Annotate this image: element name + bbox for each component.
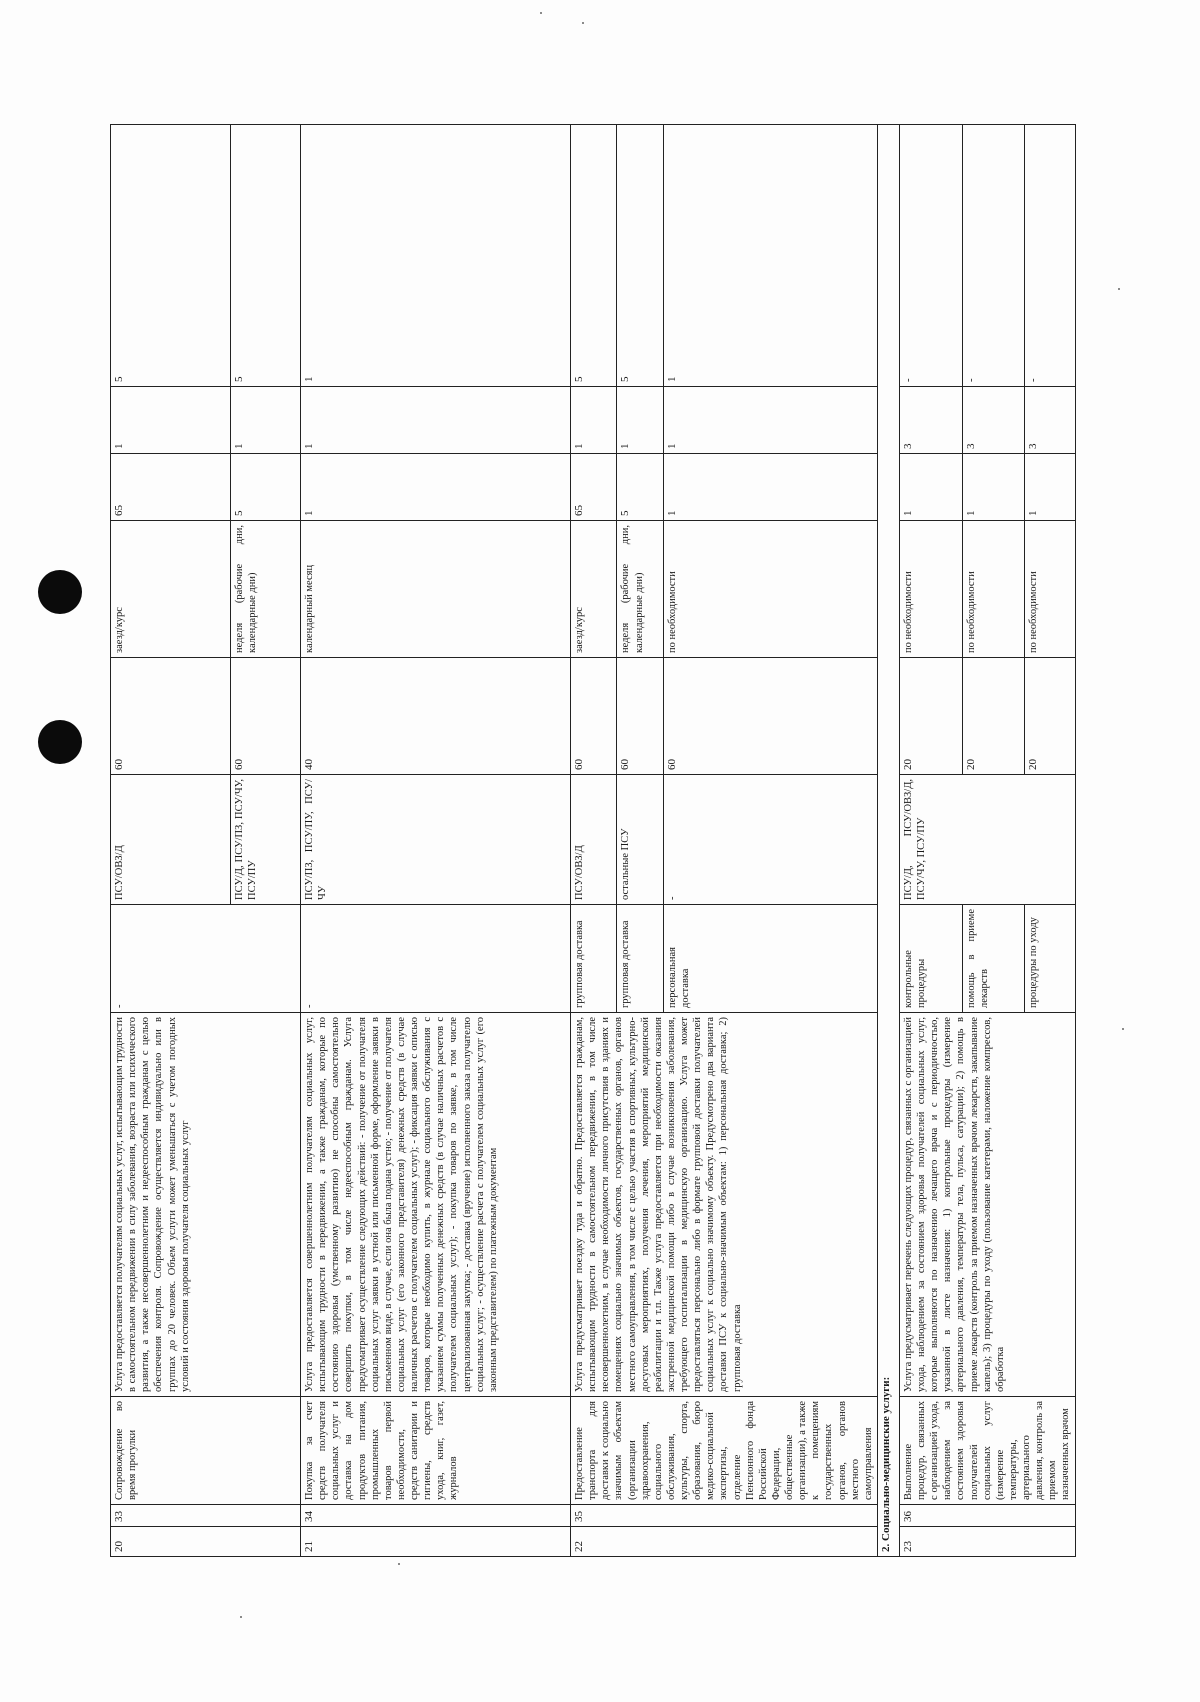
service-form: - (301, 905, 571, 1013)
count: 1 (663, 387, 877, 454)
volume: 1 (962, 454, 1025, 521)
scan-speck (240, 1616, 242, 1618)
duration: 20 (1025, 658, 1075, 775)
service-code: 34 (301, 1505, 571, 1527)
period: заезд/курс (571, 521, 617, 658)
service-name: Предоставление транспорта для доставки к социально значимым объектам (организации здравоохранения, социального обслуживания, культуры, спорта, образования, бюро медико-социальной экспертизы, отделение Пенсионного фонда Российской Федерации, общественные организации), а также к помещениям государственных органов, органов местного самоуправления (571, 1397, 878, 1505)
count: 1 (571, 387, 617, 454)
service-code: 36 (899, 1505, 1075, 1527)
scan-speck (540, 12, 542, 14)
recipient-category: остальные ПСУ (617, 775, 663, 905)
recipient-category: ПСУ/ОВЗ/Д (571, 775, 617, 905)
table-row (111, 125, 231, 1557)
recipient-category: ПСУ/Д, ПСУ/ПЗ, ПСУ/ЧУ, ПСУ/ПУ (231, 775, 301, 905)
recipient-category: ПСУ/ПЗ, ПСУ/ПУ, ПСУ/ЧУ (301, 775, 571, 905)
period: по необходимости (1025, 521, 1075, 658)
count: 1 (301, 387, 571, 454)
scan-speck (1122, 1028, 1124, 1030)
service-description: Услуга предусматривает поездку туда и обратно. Предоставляется гражданам, испытывающим трудности в самостоятельном передвижении, в том числе несовершеннолетним, в случае необходимости личного присутствия в зданиях и помещениях социально значимых объектов, государственных органов, органов местного самоуправления, в том числе с целью участия в спортивных, культурно-досуговых мероприятиях, получения лечения, мероприятий медицинской реабилитации и т.п. Также услуга предоставляется при необходимости оказания экстренной медицинской помощи либо в случае возникновения заболевания, требующего госпитализации в медицинскую организацию. Услуга может предоставляться персонально либо в формате групповой доставки получателей социальных услуг к социально значимому объекту. Предусмотрено два варианта доставки ПСУ к социально-значимым объектам: 1) персональная доставка; 2) групповая доставка (571, 1013, 878, 1397)
volume: 65 (571, 454, 617, 521)
duration: 60 (617, 658, 663, 775)
duration: 60 (111, 658, 231, 775)
services-table-rotated (110, 125, 1072, 1557)
volume: 5 (231, 454, 301, 521)
service-form: помощь в приеме лекарств (962, 905, 1025, 1013)
volume: 65 (111, 454, 231, 521)
section-row (877, 125, 899, 1557)
service-form: - (111, 905, 301, 1013)
service-form: контрольные процедуры (899, 905, 962, 1013)
service-form: групповая доставка (617, 905, 663, 1013)
scan-speck (398, 1563, 400, 1565)
recipient-category: ПСУ/ОВЗ/Д (111, 775, 231, 905)
period: неделя (рабочие дни, календарные дни) (231, 521, 301, 658)
service-form: групповая доставка (571, 905, 617, 1013)
table-row (301, 125, 571, 1557)
count: 1 (231, 387, 301, 454)
service-code: 35 (571, 1505, 878, 1527)
rate: 5 (111, 125, 231, 387)
row-number: 23 (899, 1527, 1075, 1557)
service-name: Выполнение процедур, связанных с организацией ухода, наблюдением за состоянием здоровья получателей социальных услуг (измерение температуры, артериального давления, контроль за приемом назначенных врачом (899, 1397, 1075, 1505)
scan-speck (582, 22, 584, 24)
services-table (110, 124, 1076, 1557)
rate: - (1025, 125, 1075, 387)
service-name: Сопровождение во время прогулки (111, 1397, 301, 1505)
row-number: 22 (571, 1527, 878, 1557)
table-row (571, 125, 617, 1557)
period: по необходимости (962, 521, 1025, 658)
duration: 20 (899, 658, 962, 775)
scan-speck (1118, 288, 1120, 290)
row-number: 20 (111, 1527, 301, 1557)
rate: 5 (571, 125, 617, 387)
rate: 1 (301, 125, 571, 387)
volume: 1 (301, 454, 571, 521)
service-name: Покупка за счет средств получателя социальных услуг и доставка на дом продуктов питания, промышленных товаров первой необходимости, средств санитарии и гигиены, средств ухода, книг, газет, журналов (301, 1397, 571, 1505)
service-form: процедуры по уходу (1025, 905, 1075, 1013)
duration: 60 (663, 658, 877, 775)
service-description: Услуга предоставляется получателям социальных услуг, испытывающим трудности в самостоятельном передвижении в силу заболевания, возраста или психического развития, а также несовершеннолетним и недееспособным гражданам с целью обеспечения контроля. Сопровождение осуществляется индивидуально или в группах до 20 человек. Объем услуги может уменьшаться с учетом погодных условий и состояния здоровья получателя социальных услуг (111, 1013, 301, 1397)
table-row (899, 125, 962, 1557)
rate: 1 (663, 125, 877, 387)
recipient-category: - (663, 775, 877, 905)
count: 3 (1025, 387, 1075, 454)
duration: 20 (962, 658, 1025, 775)
duration: 60 (231, 658, 301, 775)
count: 3 (899, 387, 962, 454)
volume: 1 (899, 454, 962, 521)
service-description: Услуга предоставляется совершеннолетним получателям социальных услуг, испытывающим трудности в передвижении, а также гражданам, которые по состоянию здоровья (умственному развитию) не способны самостоятельно совершить покупки, в том числе недееспособным гражданам. Услуга предусматривает осуществление следующих действий: - получение от получателя социальных услуг заявки в устной или письменной форме, оформление заявки в письменном виде, в случае, если она была подана устно; - получение от получателя социальных услуг (его законного представителя) денежных средств (в случае наличных расчетов с получателем социальных услуг); - фиксация заявки с описью товаров, которые необходимо купить, в журнале социального обслуживания с указанием суммы полученных денежных средств (в случае наличных расчетов с получателем социальных услуг); - покупка товаров по заявке, в том числе централизованная закупка; - доставка (вручение) исполненного заказа получателю социальных услуг; - осуществление расчета с получателем социальных услуг (его законным представителем) по платежным документам (301, 1013, 571, 1397)
rate: 5 (617, 125, 663, 387)
rate: 5 (231, 125, 301, 387)
count: 1 (111, 387, 231, 454)
duration: 40 (301, 658, 571, 775)
duration: 60 (571, 658, 617, 775)
period: по необходимости (663, 521, 877, 658)
service-code: 33 (111, 1505, 301, 1527)
period: по необходимости (899, 521, 962, 658)
punch-hole (38, 570, 82, 614)
row-number: 21 (301, 1527, 571, 1557)
rotated-table-area (110, 125, 1072, 1557)
volume: 1 (1025, 454, 1075, 521)
count: 3 (962, 387, 1025, 454)
punch-hole (38, 720, 82, 764)
period: заезд/курс (111, 521, 231, 658)
period: неделя (рабочие дни, календарные дни) (617, 521, 663, 658)
service-form: персональная доставка (663, 905, 877, 1013)
volume: 5 (617, 454, 663, 521)
service-description: Услуга предусматривает перечень следующих процедур, связанных с организацией ухода, наблюдением за состоянием здоровья получателей социальных услуг, которые выполняются по назначению лечащего врача и с периодичностью, указанной в листе назначения: 1) контрольные процедуры (измерение артериального давления, температуры тела, пульса, сатурации); 2) помощь в приеме лекарств (контроль за приемом назначенных врачом лекарств, закапывание капель); 3) процедуры по уходу (пользование катетерами, наложение компрессов, обработка (899, 1013, 1075, 1397)
rate: - (899, 125, 962, 387)
recipient-category: ПСУ/Д, ПСУ/ОВЗ/Д, ПСУ/ЧУ, ПСУ/ПУ (899, 775, 1075, 905)
period: календарный месяц (301, 521, 571, 658)
section-title: 2. Социально-медицинские услуги: (877, 125, 899, 1557)
volume: 1 (663, 454, 877, 521)
count: 1 (617, 387, 663, 454)
rate: - (962, 125, 1025, 387)
